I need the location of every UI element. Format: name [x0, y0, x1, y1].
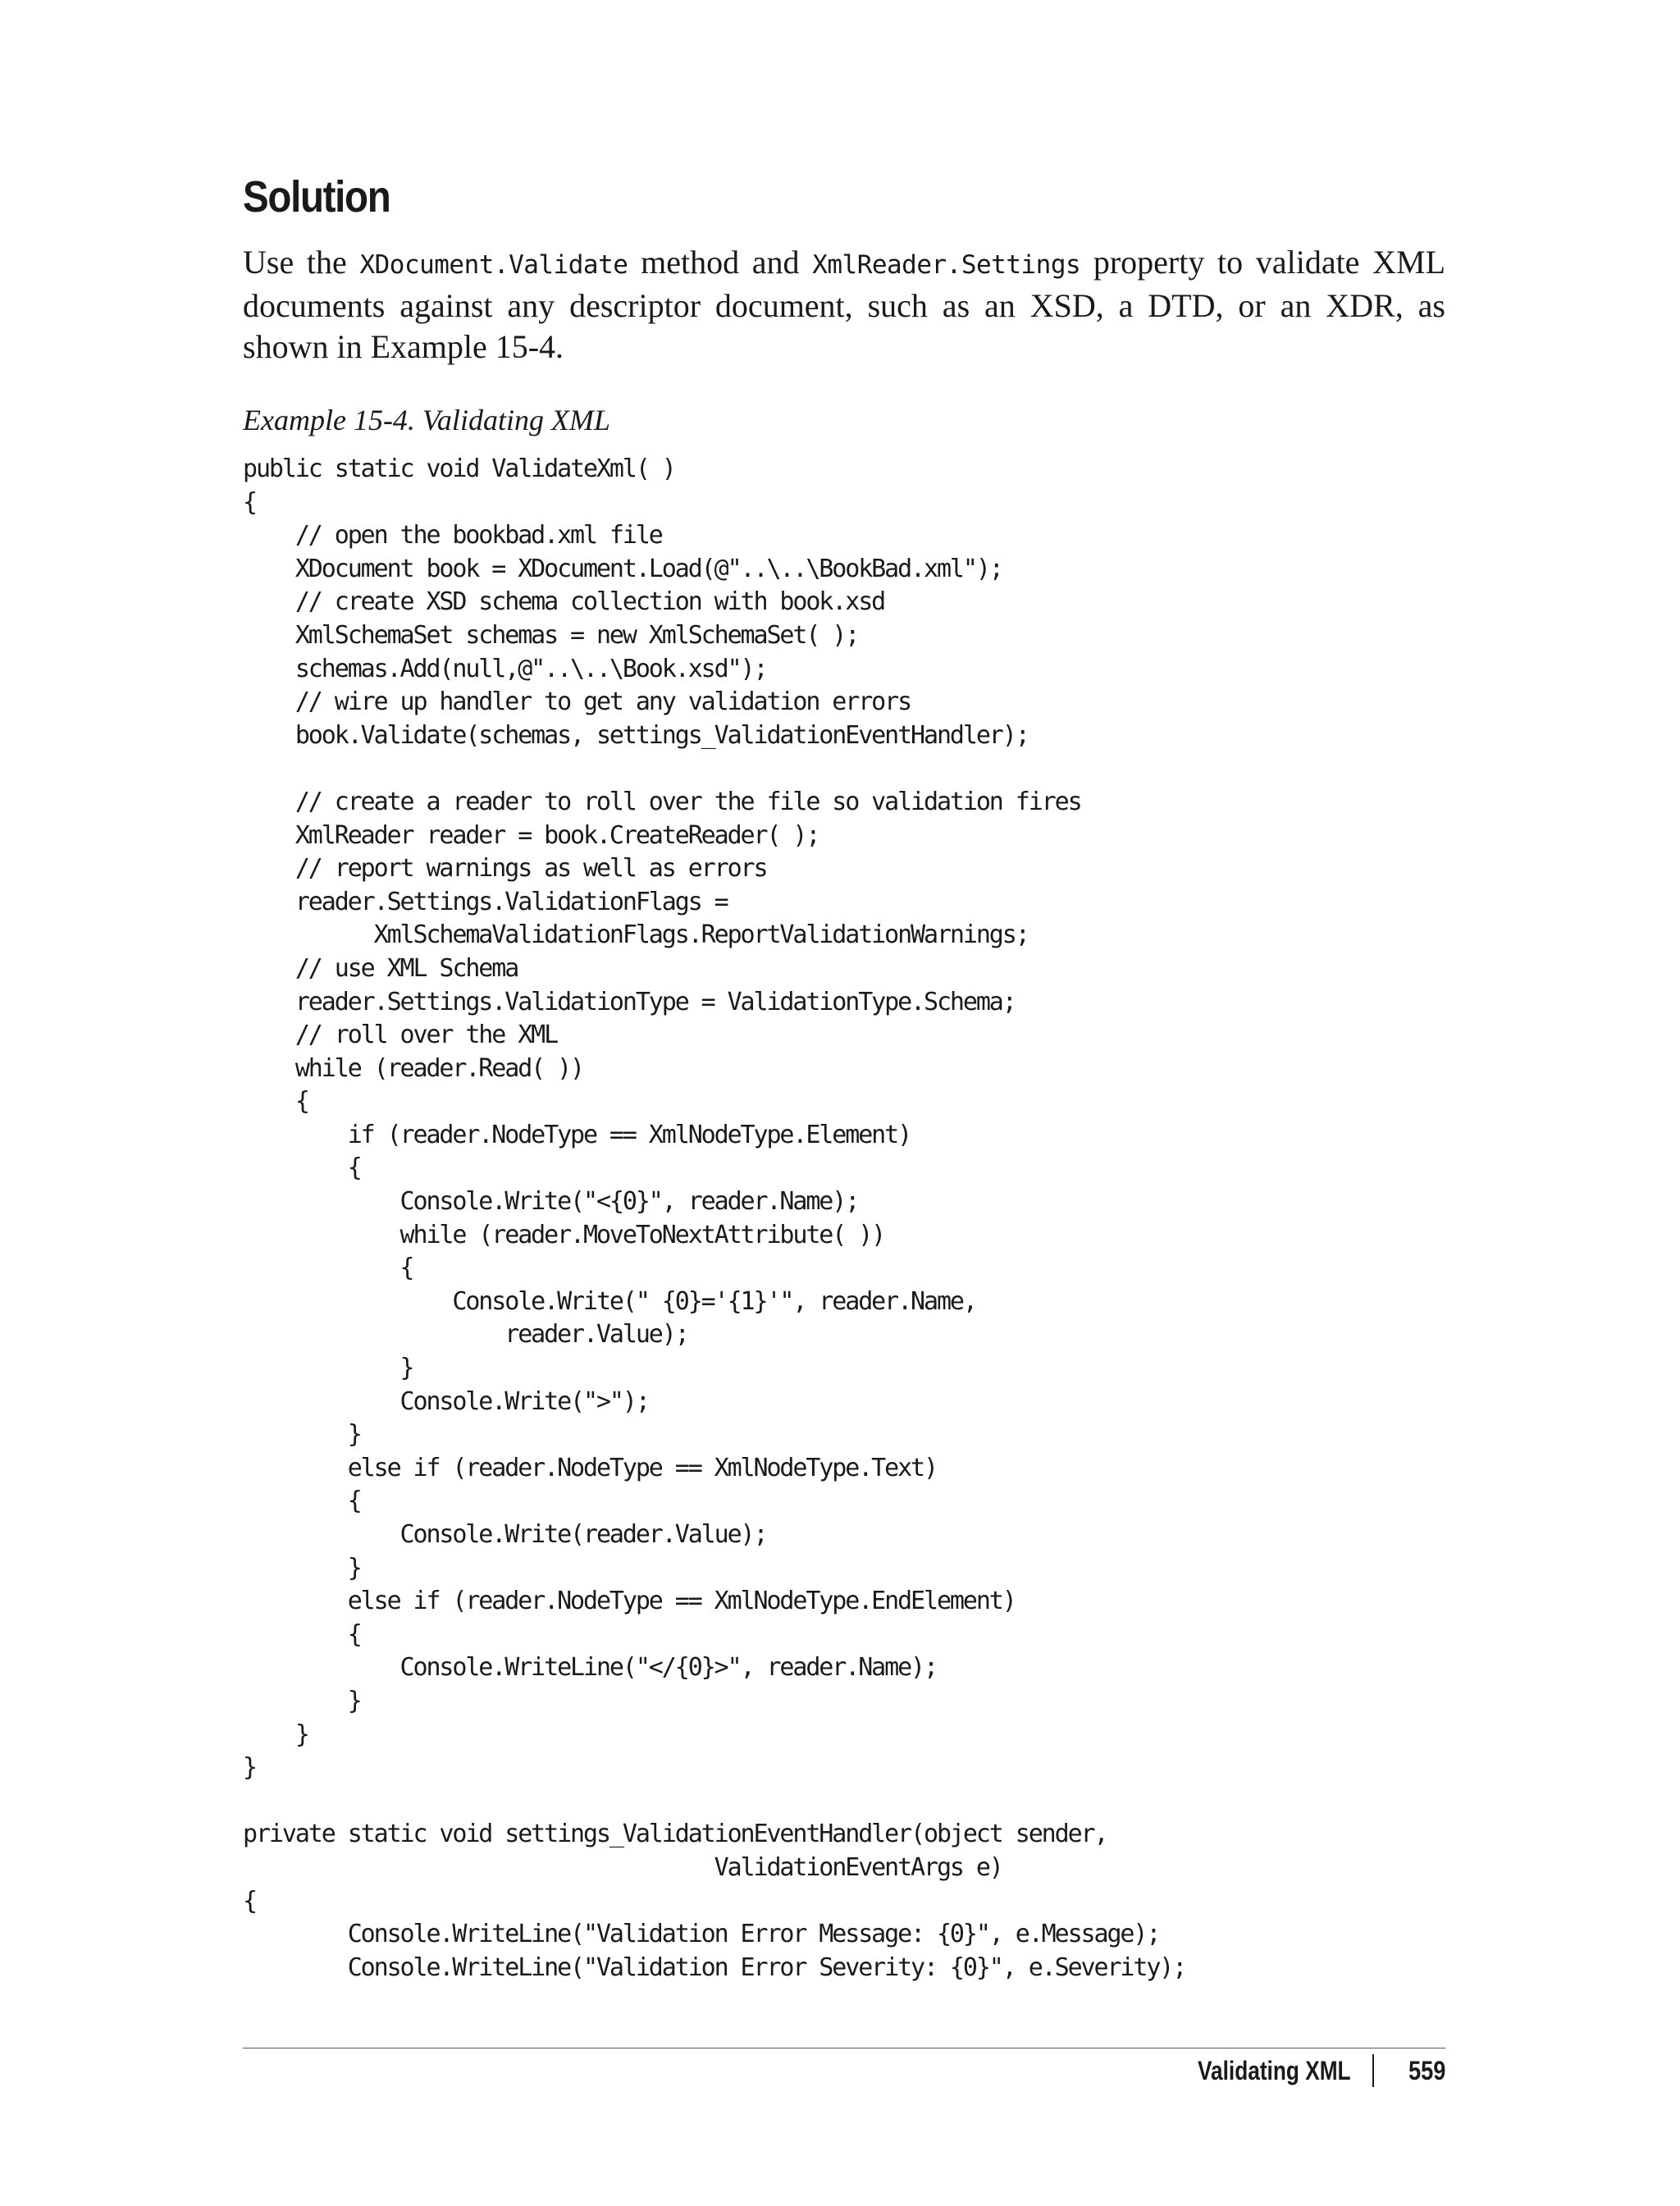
- intro-text: method and: [628, 244, 813, 281]
- intro-paragraph: [243, 242, 1445, 368]
- code-line: XmlSchemaValidationFlags.ReportValidationWarnings;: [243, 920, 1029, 950]
- code-line: }: [243, 1753, 256, 1783]
- inline-code-xmlreader-settings: XmlReader.Settings: [812, 250, 1081, 280]
- code-line: book.Validate(schemas, settings_ValidationEventHandler);: [243, 720, 1029, 750]
- code-line: else if (reader.NodeType == XmlNodeType.Text): [243, 1453, 937, 1482]
- intro-text: property to validate XML documents against any descriptor document, such as an XSD, a DTD, or an XDR, as shown in Example 15-4.: [243, 244, 1446, 365]
- code-line: Console.Write(" {0}='{1}'", reader.Name,: [243, 1286, 976, 1316]
- example-caption: Example 15-4. Validating XML: [243, 404, 610, 436]
- code-line: // create XSD schema collection with book.xsd: [243, 587, 885, 617]
- inline-code-xdocument-validate: XDocument.Validate: [359, 250, 628, 280]
- code-line: // create a reader to roll over the file so validation fires: [243, 787, 1081, 816]
- code-line: while (reader.MoveToNextAttribute( )): [243, 1220, 885, 1249]
- code-line: // roll over the XML: [243, 1021, 558, 1050]
- code-line: Console.Write(reader.Value);: [243, 1520, 767, 1549]
- intro-text: Use the: [243, 244, 360, 281]
- code-line: }: [243, 1553, 361, 1583]
- code-line: {: [243, 1619, 361, 1649]
- code-line: Console.WriteLine("</{0}>", reader.Name);: [243, 1653, 937, 1683]
- code-listing: [243, 453, 1185, 1984]
- code-line: else if (reader.NodeType == XmlNodeType.EndElement): [243, 1587, 1016, 1616]
- code-line: {: [243, 1087, 308, 1117]
- code-line: Console.WriteLine("Validation Error Severity: {0}", e.Severity);: [243, 1953, 1186, 1982]
- code-line: // report warnings as well as errors: [243, 854, 767, 884]
- code-line: {: [243, 1153, 361, 1183]
- running-footer: [1164, 2051, 1445, 2090]
- code-line: XmlSchemaSet schemas = new XmlSchemaSet( );: [243, 620, 859, 650]
- code-line: schemas.Add(null,@"..\..\Book.xsd");: [243, 654, 767, 683]
- code-line: Console.WriteLine("Validation Error Message: {0}", e.Message);: [243, 1920, 1160, 1949]
- code-line: ValidationEventArgs e): [243, 1852, 1002, 1882]
- code-line: Console.Write("<{0}", reader.Name);: [243, 1187, 859, 1217]
- code-line: while (reader.Read( )): [243, 1053, 583, 1083]
- footer-title: Validating XML: [1197, 2056, 1351, 2085]
- code-line: private static void settings_ValidationEventHandler(object sender,: [243, 1820, 1107, 1849]
- code-line: }: [243, 1354, 413, 1383]
- code-line: public static void ValidateXml( ): [243, 454, 675, 483]
- code-line: reader.Settings.ValidationType = ValidationType.Schema;: [243, 987, 1016, 1016]
- code-line: // open the bookbad.xml file: [243, 521, 662, 550]
- code-line: {: [243, 1487, 361, 1516]
- footer-separator: [1372, 2054, 1374, 2087]
- section-heading: Solution: [243, 172, 390, 222]
- code-line: {: [243, 487, 256, 517]
- code-line: reader.Settings.ValidationFlags =: [243, 887, 728, 916]
- code-line: XmlReader reader = book.CreateReader( );: [243, 820, 819, 850]
- code-line: XDocument book = XDocument.Load(@"..\..\BookBad.xml");: [243, 554, 1002, 583]
- code-line: // use XML Schema: [243, 953, 518, 983]
- code-line: {: [243, 1886, 256, 1916]
- code-line: if (reader.NodeType == XmlNodeType.Element): [243, 1120, 911, 1149]
- code-line: reader.Value);: [243, 1320, 688, 1350]
- code-line: // wire up handler to get any validation errors: [243, 687, 911, 717]
- book-page: [243, 0, 1445, 2206]
- code-line: {: [243, 1254, 413, 1283]
- code-line: }: [243, 1686, 361, 1715]
- code-line: }: [243, 1720, 308, 1749]
- page-number: 559: [1408, 2056, 1445, 2085]
- code-line: }: [243, 1420, 361, 1450]
- code-line: Console.Write(">");: [243, 1386, 649, 1416]
